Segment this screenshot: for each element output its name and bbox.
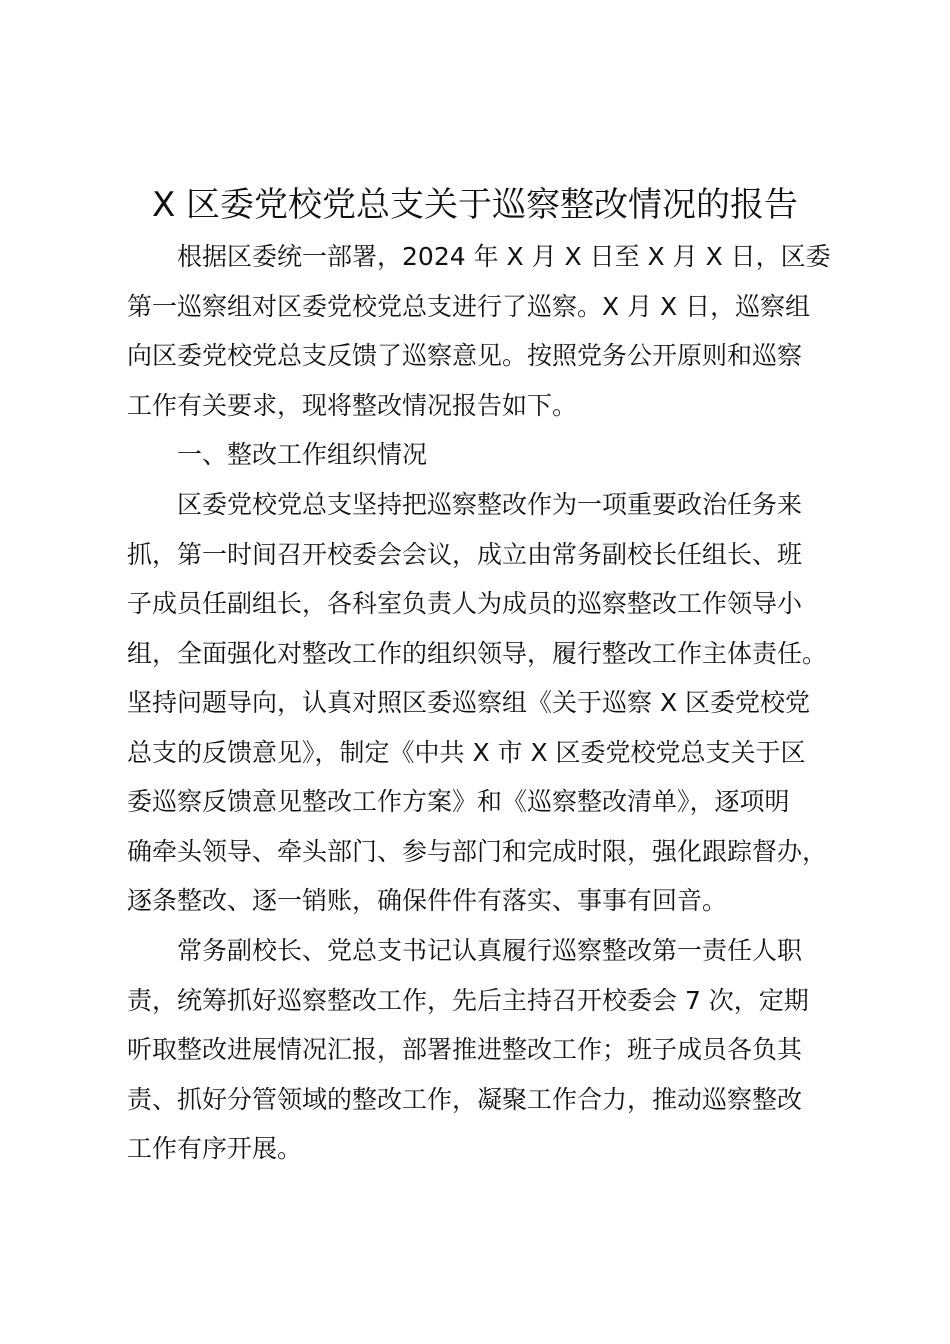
body-paragraph-2: 常务副校长、党总支书记认真履行巡察整改第一责任人职 责，统筹抓好巡察整改工作，先后主持召开校委会 7 次，定期 听取整改进展情况汇报，部署推进整改工作；班子成员各负其 责、抓好分管领域的整改工作，凝聚工作合力，推动巡察整改 工作有序开展。 [127,936,809,1163]
intro-paragraph: 根据区委统一部署，2024 年 X 月 X 日至 X 月 X 日，区委 第一巡察组对区委党校党总支进行了巡察。X 月 X 日，巡察组 向区委党校党总支反馈了巡察意见。按照党务公开原则和巡察 工作有关要求，现将整改情况报告如下。 [127,242,831,420]
document-title: X 区委党校党总支关于巡察整改情况的报告 [151,185,799,225]
section-heading-1: 一、整改工作组织情况 [127,440,428,469]
body-paragraph-1: 区委党校党总支坚持把巡察整改作为一项重要政治任务来 抓，第一时间召开校委会会议，成立由常务副校长任组长、班 子成员任副组长，各科室负责人为成员的巡察整改工作领导小 组，全面强化对整改工作的组织领导，履行整改工作主体责任。 坚持问题导向，认真对照区委巡察组《关于巡察 X 区委党校党 总支的反馈意见》，制定《中共 X 市 X 区委党校党总支关于区 委巡察反馈意见整改工作方案》和《巡察整改清单》，逐项明 确牵头领导、牵头部门、参与部门和完成时限，强化跟踪督办， 逐条整改、逐一销账，确保件件有落实、事事有回音。 [127,490,828,915]
